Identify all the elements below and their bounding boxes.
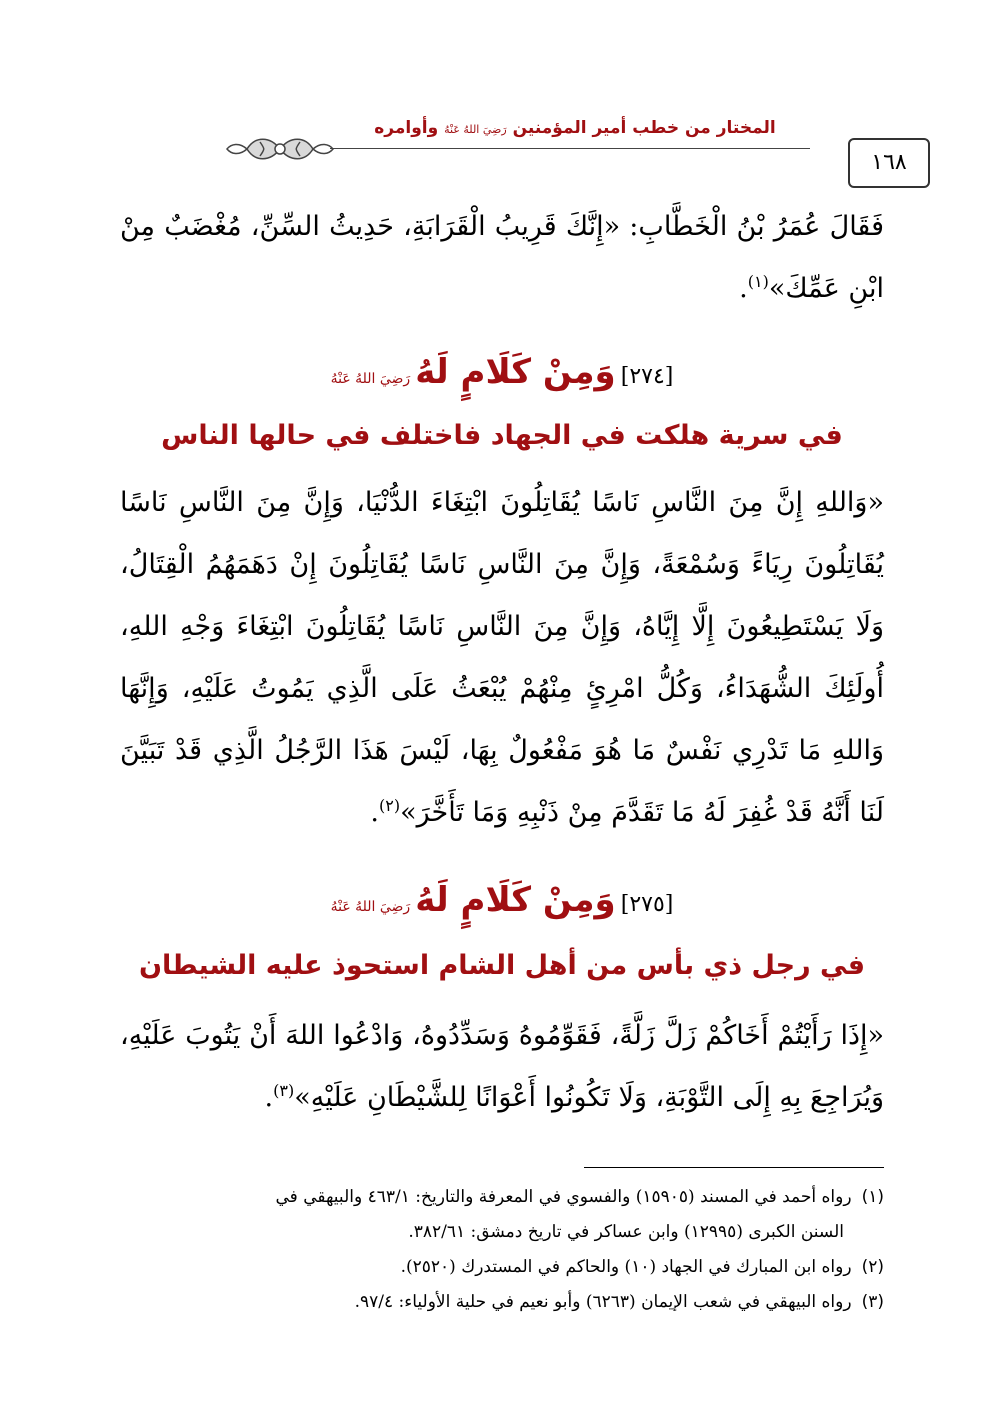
footnote-number: (٢)	[861, 1257, 884, 1277]
footnote-text: رواه أحمد في المسند (١٥٩٠٥) والفسوي في المعرفة والتاريخ: ٤٦٣/١ والبيهقي في	[275, 1187, 852, 1207]
running-title-text: المختار من خطب أمير المؤمنين	[512, 118, 776, 138]
footnote-number: (١)	[861, 1187, 884, 1207]
footnote-3	[114, 1285, 884, 1320]
footnote-1-continued: السنن الكبرى (١٢٩٩٥) وابن عساكر في تاريخ دمشق: ٣٨٢/٦١.	[408, 1222, 844, 1242]
section-heading-274	[120, 352, 884, 392]
page-header	[150, 118, 907, 188]
header-rule	[330, 148, 810, 149]
footnote-ref-3: (٣)	[273, 1081, 295, 1100]
section-label: وَمِنْ كَلَامٍ لَهُ	[415, 352, 616, 392]
footnote-2	[114, 1250, 884, 1285]
footnotes	[114, 1180, 884, 1320]
running-title	[320, 118, 830, 138]
section-body: «وَاللهِ إِنَّ مِنَ النَّاسِ نَاسًا يُقَاتِلُونَ ابْتِغَاءَ الدُّنْيَا، وَإِنَّ مِنَ النَّاسِ نَاسًا يُقَاتِلُونَ رِيَاءً وَسُمْعَةً، وَإِنَّ مِنَ النَّاسِ نَاسًا يُقَاتِلُونَ إِنْ دَهَمَهُمُ الْقِتَالُ، وَلَا يَسْتَطِيعُونَ إِلَّا إِيَّاهُ، وَإِنَّ مِنَ النَّاسِ نَاسًا يُقَاتِلُونَ ابْتِغَاءَ وَجْهِ اللهِ، أُولَئِكَ الشُّهَدَاءُ، وَكُلُّ امْرِئٍ مِنْهُمْ يُبْعَثُ عَلَى الَّذِي يَمُوتُ عَلَيْهِ، وَإِنَّهَا وَاللهِ مَا تَدْرِي نَفْسٌ مَا هُوَ مَفْعُولٌ بِهَا، لَيْسَ هَذَا الرَّجُلُ الَّذِي قَدْ تَبَيَّنَ لَنَا أَنَّهُ قَدْ غُفِرَ لَهُ مَا تَقَدَّمَ مِنْ ذَنْبِهِ وَمَا تَأَخَّرَ»	[120, 487, 884, 828]
floral-ornament-icon	[225, 132, 335, 166]
opening-end: .	[739, 273, 748, 304]
footnote-text: رواه ابن المبارك في الجهاد (١٠) والحاكم في المستدرك (٢٥٢٠).	[400, 1257, 852, 1277]
footnote-1	[114, 1180, 884, 1215]
footnote-number: (٣)	[861, 1292, 884, 1312]
opening-text: فَقَالَ عُمَرُ بْنُ الْخَطَّابِ: «إِنَّكَ قَرِيبُ الْقَرَابَةِ، حَدِيثُ السِّنِّ، مُغْضَبٌ مِنْ ابْنِ عَمِّكَ»	[120, 211, 884, 304]
footnote-ref-1: (١)	[747, 272, 769, 291]
section-text-274	[120, 472, 884, 844]
section-end: .	[264, 1082, 274, 1113]
section-label: وَمِنْ كَلَامٍ لَهُ	[415, 880, 616, 920]
footnote-divider	[584, 1167, 884, 1168]
section-number: [٢٧٤]	[620, 364, 674, 389]
running-title-honorific: رَضِيَ اللهُ عَنْهُ	[444, 123, 507, 136]
section-honorific: رَضِيَ اللهُ عَنْهُ	[330, 899, 411, 915]
section-text-275	[120, 1005, 884, 1129]
opening-paragraph	[120, 196, 884, 320]
section-subtitle-274: في سرية هلكت في الجهاد فاختلف في حالها الناس	[161, 420, 843, 451]
section-body: «إِذَا رَأَيْتُمْ أَخَاكُمْ زَلَّ زَلَّةً، فَقَوِّمُوهُ وَسَدِّدُوهُ، وَادْعُوا اللهَ أَنْ يَتُوبَ عَلَيْهِ، وَيُرَاجِعَ بِهِ إِلَى التَّوْبَةِ، وَلَا تَكُونُوا أَعْوَانًا لِلشَّيْطَانِ عَلَيْهِ»	[120, 1020, 884, 1113]
section-honorific: رَضِيَ اللهُ عَنْهُ	[330, 371, 411, 387]
footnote-text: رواه البيهقي في شعب الإيمان (٦٢٦٣) وأبو نعيم في حلية الأولياء: ٩٧/٤.	[354, 1292, 852, 1312]
section-subtitle-275: في رجل ذي بأس من أهل الشام استحوذ عليه الشيطان	[138, 950, 866, 981]
section-number: [٢٧٥]	[620, 892, 674, 917]
running-title-suffix: وأوامره	[374, 118, 439, 138]
section-end: .	[370, 797, 380, 828]
section-heading-275	[120, 880, 884, 920]
page-number: ١٦٨	[848, 138, 930, 188]
footnote-ref-2: (٢)	[379, 796, 401, 815]
